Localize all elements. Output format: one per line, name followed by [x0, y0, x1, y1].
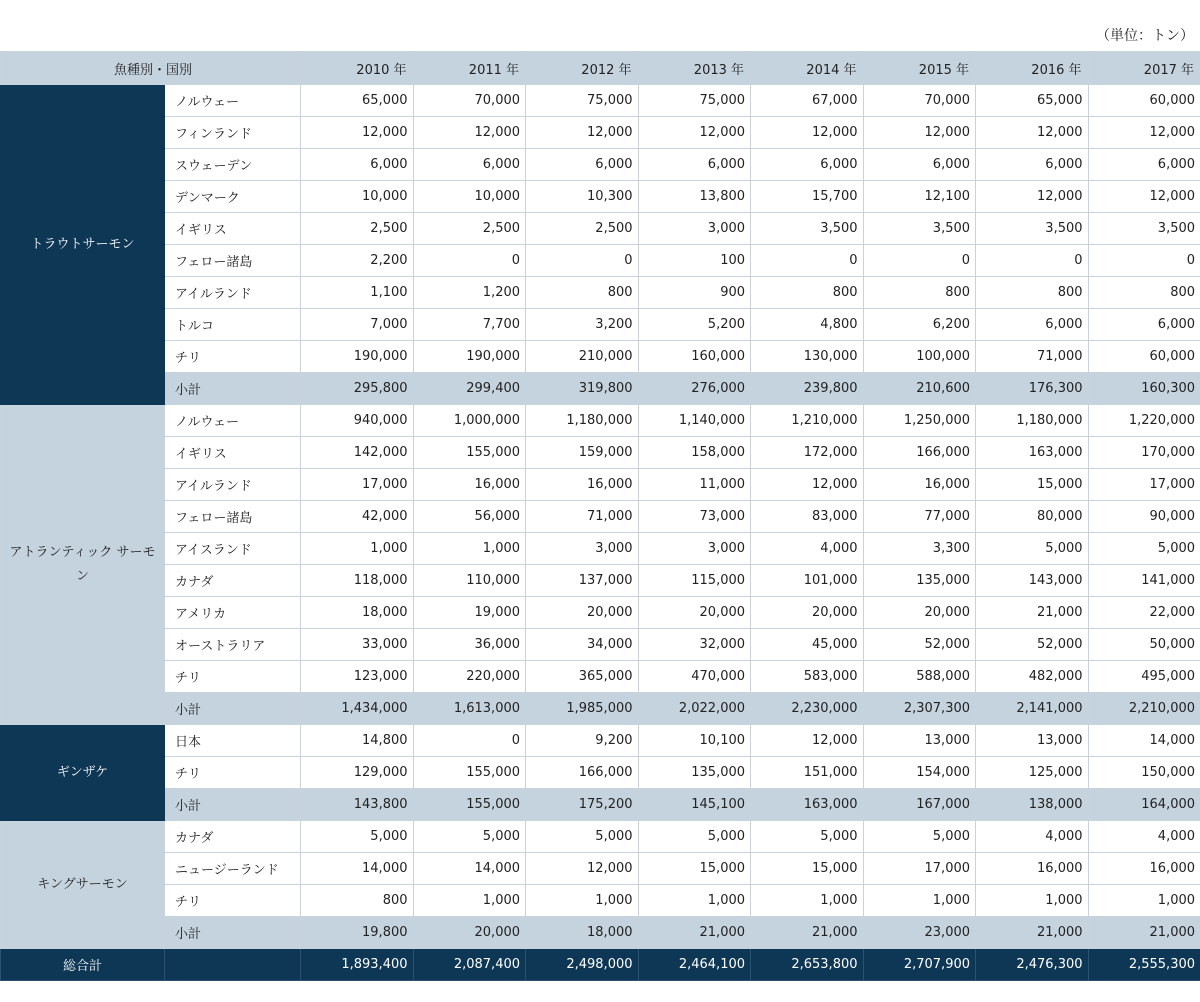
value-cell: 2,500 [526, 213, 639, 245]
production-table [0, 51, 1200, 981]
unit-label: （単位：トン） [1096, 28, 1194, 44]
header-year: 2011 年 [413, 52, 526, 85]
value-cell: 154,000 [863, 757, 976, 789]
country-cell: イギリス [165, 437, 301, 469]
value-cell: 67,000 [751, 85, 864, 117]
value-cell: 1,000,000 [413, 405, 526, 437]
table-row [1, 885, 1200, 917]
value-cell: 6,000 [1088, 309, 1200, 341]
value-cell: 6,000 [413, 149, 526, 181]
subtotal-row [1, 789, 1200, 821]
value-cell: 6,000 [751, 149, 864, 181]
value-cell: 220,000 [413, 661, 526, 693]
value-cell: 11,000 [638, 469, 751, 501]
value-cell: 83,000 [751, 501, 864, 533]
value-cell: 77,000 [863, 501, 976, 533]
value-cell: 3,000 [638, 533, 751, 565]
value-cell: 150,000 [1088, 757, 1200, 789]
value-cell: 7,700 [413, 309, 526, 341]
value-cell: 52,000 [976, 629, 1089, 661]
value-cell: 143,000 [976, 565, 1089, 597]
value-cell: 10,100 [638, 725, 751, 757]
value-cell: 56,000 [413, 501, 526, 533]
value-cell: 5,000 [1088, 533, 1200, 565]
value-cell: 4,000 [751, 533, 864, 565]
species-cell: キングサーモン [1, 821, 165, 949]
subtotal-row [1, 693, 1200, 725]
value-cell: 52,000 [863, 629, 976, 661]
value-cell: 3,500 [751, 213, 864, 245]
value-cell: 6,000 [1088, 149, 1200, 181]
value-cell: 15,000 [751, 853, 864, 885]
value-cell: 800 [301, 885, 414, 917]
value-cell: 190,000 [413, 341, 526, 373]
value-cell: 12,000 [526, 853, 639, 885]
subtotal-value: 138,000 [976, 789, 1089, 821]
country-cell: カナダ [165, 821, 301, 853]
table-row [1, 565, 1200, 597]
subtotal-value: 295,800 [301, 373, 414, 405]
subtotal-value: 299,400 [413, 373, 526, 405]
value-cell: 2,200 [301, 245, 414, 277]
subtotal-row [1, 373, 1200, 405]
subtotal-value: 21,000 [1088, 917, 1200, 949]
grand-total-label: 総合計 [1, 949, 165, 981]
subtotal-value: 18,000 [526, 917, 639, 949]
value-cell: 6,000 [976, 149, 1089, 181]
value-cell: 0 [976, 245, 1089, 277]
country-cell: チリ [165, 341, 301, 373]
header-year: 2014 年 [751, 52, 864, 85]
value-cell: 5,000 [638, 821, 751, 853]
table-row [1, 597, 1200, 629]
table-row [1, 821, 1200, 853]
value-cell: 12,000 [751, 725, 864, 757]
value-cell: 22,000 [1088, 597, 1200, 629]
value-cell: 0 [863, 245, 976, 277]
subtotal-value: 2,022,000 [638, 693, 751, 725]
country-cell: アイルランド [165, 277, 301, 309]
grand-total-blank [165, 949, 301, 981]
value-cell: 5,200 [638, 309, 751, 341]
value-cell: 20,000 [863, 597, 976, 629]
value-cell: 75,000 [638, 85, 751, 117]
country-cell: カナダ [165, 565, 301, 597]
value-cell: 130,000 [751, 341, 864, 373]
country-cell: オーストラリア [165, 629, 301, 661]
value-cell: 12,000 [1088, 117, 1200, 149]
table-row [1, 245, 1200, 277]
value-cell: 0 [413, 245, 526, 277]
value-cell: 0 [1088, 245, 1200, 277]
value-cell: 190,000 [301, 341, 414, 373]
header-year: 2010 年 [301, 52, 414, 85]
value-cell: 75,000 [526, 85, 639, 117]
value-cell: 34,000 [526, 629, 639, 661]
value-cell: 70,000 [863, 85, 976, 117]
subtotal-value: 145,100 [638, 789, 751, 821]
value-cell: 6,000 [526, 149, 639, 181]
value-cell: 65,000 [301, 85, 414, 117]
value-cell: 1,200 [413, 277, 526, 309]
value-cell: 160,000 [638, 341, 751, 373]
value-cell: 6,200 [863, 309, 976, 341]
value-cell: 3,300 [863, 533, 976, 565]
value-cell: 1,000 [863, 885, 976, 917]
subtotal-value: 1,613,000 [413, 693, 526, 725]
value-cell: 71,000 [526, 501, 639, 533]
subtotal-value: 276,000 [638, 373, 751, 405]
country-cell: ニュージーランド [165, 853, 301, 885]
table-row [1, 309, 1200, 341]
table-row [1, 213, 1200, 245]
value-cell: 12,000 [751, 469, 864, 501]
subtotal-value: 163,000 [751, 789, 864, 821]
value-cell: 1,000 [526, 885, 639, 917]
value-cell: 5,000 [526, 821, 639, 853]
value-cell: 33,000 [301, 629, 414, 661]
value-cell: 900 [638, 277, 751, 309]
value-cell: 1,000 [413, 533, 526, 565]
table-row [1, 85, 1200, 117]
value-cell: 12,000 [1088, 181, 1200, 213]
value-cell: 12,000 [751, 117, 864, 149]
grand-total-value: 2,707,900 [863, 949, 976, 981]
value-cell: 12,000 [301, 117, 414, 149]
value-cell: 1,180,000 [976, 405, 1089, 437]
value-cell: 12,000 [976, 181, 1089, 213]
country-cell: ノルウェー [165, 405, 301, 437]
value-cell: 3,500 [976, 213, 1089, 245]
value-cell: 90,000 [1088, 501, 1200, 533]
value-cell: 17,000 [301, 469, 414, 501]
value-cell: 1,220,000 [1088, 405, 1200, 437]
value-cell: 6,000 [863, 149, 976, 181]
value-cell: 1,000 [413, 885, 526, 917]
table-row [1, 181, 1200, 213]
value-cell: 80,000 [976, 501, 1089, 533]
value-cell: 16,000 [1088, 853, 1200, 885]
value-cell: 100,000 [863, 341, 976, 373]
subtotal-value: 319,800 [526, 373, 639, 405]
value-cell: 0 [751, 245, 864, 277]
value-cell: 5,000 [413, 821, 526, 853]
value-cell: 12,000 [413, 117, 526, 149]
value-cell: 45,000 [751, 629, 864, 661]
country-cell: チリ [165, 757, 301, 789]
value-cell: 60,000 [1088, 85, 1200, 117]
value-cell: 118,000 [301, 565, 414, 597]
header-year: 2012 年 [526, 52, 639, 85]
value-cell: 16,000 [526, 469, 639, 501]
value-cell: 1,000 [301, 533, 414, 565]
value-cell: 800 [751, 277, 864, 309]
country-cell: トルコ [165, 309, 301, 341]
value-cell: 1,140,000 [638, 405, 751, 437]
value-cell: 141,000 [1088, 565, 1200, 597]
grand-total-value: 2,498,000 [526, 949, 639, 981]
value-cell: 9,200 [526, 725, 639, 757]
value-cell: 15,000 [638, 853, 751, 885]
grand-total-value: 2,555,300 [1088, 949, 1200, 981]
value-cell: 365,000 [526, 661, 639, 693]
value-cell: 155,000 [413, 757, 526, 789]
value-cell: 2,500 [301, 213, 414, 245]
value-cell: 482,000 [976, 661, 1089, 693]
value-cell: 15,700 [751, 181, 864, 213]
table-row [1, 853, 1200, 885]
subtotal-value: 239,800 [751, 373, 864, 405]
value-cell: 1,000 [638, 885, 751, 917]
value-cell: 16,000 [413, 469, 526, 501]
value-cell: 10,300 [526, 181, 639, 213]
subtotal-value: 21,000 [751, 917, 864, 949]
country-cell: イギリス [165, 213, 301, 245]
table-row [1, 437, 1200, 469]
header-year: 2013 年 [638, 52, 751, 85]
value-cell: 7,000 [301, 309, 414, 341]
value-cell: 5,000 [751, 821, 864, 853]
value-cell: 16,000 [863, 469, 976, 501]
subtotal-value: 21,000 [976, 917, 1089, 949]
value-cell: 14,800 [301, 725, 414, 757]
value-cell: 135,000 [638, 757, 751, 789]
grand-total-value: 2,087,400 [413, 949, 526, 981]
value-cell: 159,000 [526, 437, 639, 469]
value-cell: 12,100 [863, 181, 976, 213]
value-cell: 170,000 [1088, 437, 1200, 469]
value-cell: 588,000 [863, 661, 976, 693]
value-cell: 42,000 [301, 501, 414, 533]
value-cell: 101,000 [751, 565, 864, 597]
subtotal-value: 2,141,000 [976, 693, 1089, 725]
value-cell: 5,000 [301, 821, 414, 853]
value-cell: 70,000 [413, 85, 526, 117]
subtotal-value: 1,985,000 [526, 693, 639, 725]
country-cell: アイスランド [165, 533, 301, 565]
value-cell: 1,000 [1088, 885, 1200, 917]
value-cell: 4,800 [751, 309, 864, 341]
value-cell: 3,200 [526, 309, 639, 341]
value-cell: 71,000 [976, 341, 1089, 373]
table-row [1, 501, 1200, 533]
value-cell: 20,000 [526, 597, 639, 629]
value-cell: 1,180,000 [526, 405, 639, 437]
table-row [1, 117, 1200, 149]
country-cell: フィンランド [165, 117, 301, 149]
value-cell: 4,000 [976, 821, 1089, 853]
subtotal-value: 1,434,000 [301, 693, 414, 725]
country-cell: フェロー諸島 [165, 245, 301, 277]
table-row [1, 629, 1200, 661]
value-cell: 1,000 [751, 885, 864, 917]
species-cell: ギンザケ [1, 725, 165, 821]
country-cell: フェロー諸島 [165, 501, 301, 533]
value-cell: 1,250,000 [863, 405, 976, 437]
header-year: 2016 年 [976, 52, 1089, 85]
country-cell: ノルウェー [165, 85, 301, 117]
value-cell: 800 [526, 277, 639, 309]
value-cell: 6,000 [301, 149, 414, 181]
value-cell: 166,000 [863, 437, 976, 469]
header-year: 2017 年 [1088, 52, 1200, 85]
value-cell: 0 [413, 725, 526, 757]
header-category: 魚種別・国別 [1, 52, 301, 85]
country-cell: チリ [165, 661, 301, 693]
value-cell: 166,000 [526, 757, 639, 789]
value-cell: 14,000 [413, 853, 526, 885]
grand-total-value: 1,893,400 [301, 949, 414, 981]
subtotal-value: 2,307,300 [863, 693, 976, 725]
value-cell: 14,000 [1088, 725, 1200, 757]
value-cell: 0 [526, 245, 639, 277]
value-cell: 3,500 [863, 213, 976, 245]
unit-row [0, 0, 1200, 51]
value-cell: 6,000 [976, 309, 1089, 341]
value-cell: 18,000 [301, 597, 414, 629]
table-row [1, 405, 1200, 437]
grand-total-value: 2,653,800 [751, 949, 864, 981]
value-cell: 158,000 [638, 437, 751, 469]
country-cell: アメリカ [165, 597, 301, 629]
value-cell: 36,000 [413, 629, 526, 661]
value-cell: 2,500 [413, 213, 526, 245]
value-cell: 100 [638, 245, 751, 277]
value-cell: 12,000 [976, 117, 1089, 149]
grand-total-value: 2,476,300 [976, 949, 1089, 981]
header-row [1, 52, 1200, 85]
table-row [1, 533, 1200, 565]
value-cell: 495,000 [1088, 661, 1200, 693]
value-cell: 163,000 [976, 437, 1089, 469]
value-cell: 13,000 [863, 725, 976, 757]
value-cell: 4,000 [1088, 821, 1200, 853]
value-cell: 20,000 [638, 597, 751, 629]
header-year: 2015 年 [863, 52, 976, 85]
value-cell: 135,000 [863, 565, 976, 597]
value-cell: 17,000 [1088, 469, 1200, 501]
value-cell: 800 [976, 277, 1089, 309]
subtotal-value: 20,000 [413, 917, 526, 949]
value-cell: 3,500 [1088, 213, 1200, 245]
subtotal-label: 小計 [165, 917, 301, 949]
value-cell: 115,000 [638, 565, 751, 597]
value-cell: 5,000 [976, 533, 1089, 565]
value-cell: 1,000 [976, 885, 1089, 917]
value-cell: 16,000 [976, 853, 1089, 885]
country-cell: 日本 [165, 725, 301, 757]
subtotal-value: 210,600 [863, 373, 976, 405]
value-cell: 125,000 [976, 757, 1089, 789]
table-row [1, 725, 1200, 757]
value-cell: 13,000 [976, 725, 1089, 757]
value-cell: 65,000 [976, 85, 1089, 117]
value-cell: 155,000 [413, 437, 526, 469]
table-row [1, 277, 1200, 309]
value-cell: 60,000 [1088, 341, 1200, 373]
value-cell: 12,000 [863, 117, 976, 149]
value-cell: 20,000 [751, 597, 864, 629]
value-cell: 800 [1088, 277, 1200, 309]
value-cell: 172,000 [751, 437, 864, 469]
value-cell: 940,000 [301, 405, 414, 437]
value-cell: 50,000 [1088, 629, 1200, 661]
subtotal-value: 2,210,000 [1088, 693, 1200, 725]
value-cell: 6,000 [638, 149, 751, 181]
country-cell: アイルランド [165, 469, 301, 501]
value-cell: 137,000 [526, 565, 639, 597]
value-cell: 210,000 [526, 341, 639, 373]
table-row [1, 757, 1200, 789]
value-cell: 142,000 [301, 437, 414, 469]
species-cell: アトランティック サーモン [1, 405, 165, 725]
subtotal-value: 23,000 [863, 917, 976, 949]
grand-total-row [1, 949, 1200, 981]
table-row [1, 661, 1200, 693]
subtotal-value: 21,000 [638, 917, 751, 949]
value-cell: 1,210,000 [751, 405, 864, 437]
country-cell: スウェーデン [165, 149, 301, 181]
value-cell: 110,000 [413, 565, 526, 597]
subtotal-label: 小計 [165, 693, 301, 725]
value-cell: 470,000 [638, 661, 751, 693]
value-cell: 13,800 [638, 181, 751, 213]
subtotal-value: 160,300 [1088, 373, 1200, 405]
value-cell: 583,000 [751, 661, 864, 693]
subtotal-value: 143,800 [301, 789, 414, 821]
subtotal-value: 164,000 [1088, 789, 1200, 821]
subtotal-value: 155,000 [413, 789, 526, 821]
country-cell: デンマーク [165, 181, 301, 213]
value-cell: 5,000 [863, 821, 976, 853]
subtotal-value: 167,000 [863, 789, 976, 821]
value-cell: 151,000 [751, 757, 864, 789]
subtotal-value: 19,800 [301, 917, 414, 949]
species-cell: トラウトサーモン [1, 85, 165, 405]
value-cell: 3,000 [638, 213, 751, 245]
subtotal-value: 175,200 [526, 789, 639, 821]
value-cell: 19,000 [413, 597, 526, 629]
value-cell: 10,000 [301, 181, 414, 213]
subtotal-label: 小計 [165, 789, 301, 821]
grand-total-value: 2,464,100 [638, 949, 751, 981]
table-row [1, 469, 1200, 501]
value-cell: 12,000 [526, 117, 639, 149]
table-row [1, 149, 1200, 181]
table-row [1, 341, 1200, 373]
value-cell: 73,000 [638, 501, 751, 533]
value-cell: 1,100 [301, 277, 414, 309]
subtotal-value: 176,300 [976, 373, 1089, 405]
value-cell: 123,000 [301, 661, 414, 693]
country-cell: チリ [165, 885, 301, 917]
subtotal-label: 小計 [165, 373, 301, 405]
value-cell: 10,000 [413, 181, 526, 213]
value-cell: 3,000 [526, 533, 639, 565]
value-cell: 800 [863, 277, 976, 309]
subtotal-row [1, 917, 1200, 949]
subtotal-value: 2,230,000 [751, 693, 864, 725]
value-cell: 12,000 [638, 117, 751, 149]
value-cell: 14,000 [301, 853, 414, 885]
value-cell: 21,000 [976, 597, 1089, 629]
value-cell: 17,000 [863, 853, 976, 885]
value-cell: 32,000 [638, 629, 751, 661]
value-cell: 129,000 [301, 757, 414, 789]
value-cell: 15,000 [976, 469, 1089, 501]
